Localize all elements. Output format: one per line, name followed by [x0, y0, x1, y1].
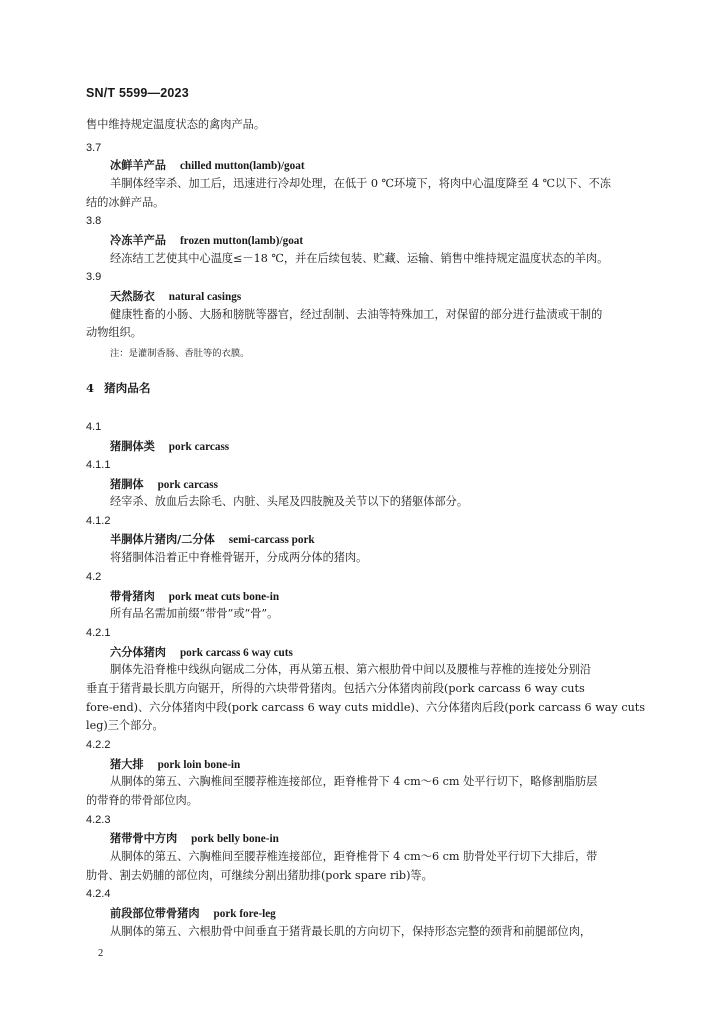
term-heading	[110, 830, 646, 847]
term-heading	[110, 476, 646, 493]
paragraph-line: 垂直于猪背最长肌方向锯开，所得的六块带骨猪肉。包括六分体猪肉前段(pork carcass 6 way cuts	[86, 682, 585, 695]
paragraph-line: 羊胴体经宰杀、加工后，迅速进行冷却处理，在低于 0 ℃环境下，将肉中心温度降至 4 ℃以下、不冻	[110, 177, 611, 190]
clause-number: 3.9	[86, 271, 102, 283]
clause-number: 3.7	[86, 142, 102, 154]
term-en: pork loin bone-in	[157, 759, 241, 771]
term-cn: 六分体猪肉	[110, 645, 166, 659]
clause-number: 4.2.4	[86, 888, 111, 900]
paragraph-line: 健康牲畜的小肠、大肠和膀胱等器官，经过刮制、去油等特殊加工，对保留的部分进行盐渍或干制的	[110, 308, 603, 321]
note-line: 注：是灌制香肠、香肚等的衣膜。	[110, 348, 250, 359]
term-heading	[110, 232, 646, 249]
paragraph-line: 从胴体的第五、六根肋骨中间垂直于猪背最长肌的方向切下，保持形态完整的颈背和前腿部位肉，	[110, 925, 592, 938]
paragraph-line: 将猪胴体沿着正中脊椎骨锯开，分成两分体的猪肉。	[110, 551, 368, 564]
term-heading	[110, 157, 646, 174]
paragraph-line: 肋骨、割去奶脯的部位肉，可继续分割出猪肋排(pork spare rib)等。	[86, 869, 433, 882]
term-en: pork carcass 6 way cuts	[179, 647, 293, 659]
term-heading	[110, 438, 646, 455]
paragraph-line: 动物组织。	[86, 326, 142, 339]
term-en: semi-carcass pork	[228, 534, 315, 546]
paragraph-line: fore-end)、六分体猪肉中段(pork carcass 6 way cuts middle)、六分体猪肉后段(pork carcass 6 way cuts	[86, 701, 646, 714]
term-en: pork carcass	[168, 441, 230, 453]
term-en: pork carcass	[157, 479, 218, 491]
paragraph-line: 所有品名需加前缀“带骨”或“骨”。	[110, 607, 279, 620]
clause-number: 4.2	[86, 571, 102, 583]
term-cn: 冰鲜羊产品	[110, 158, 166, 172]
paragraph-line: 从胴体的第五、六胸椎间至腰荐椎连接部位，距脊椎骨下 4 cm～6 cm 肋骨处平行切下大排后，带	[110, 850, 598, 863]
term-cn: 猪胴体类	[110, 439, 155, 453]
term-en: pork fore-leg	[213, 908, 276, 920]
term-cn: 冷冻羊产品	[110, 233, 166, 247]
term-cn: 带骨猪肉	[110, 589, 155, 603]
paragraph-line: 经冻结工艺使其中心温度≤－18 ℃，并在后续包装、贮藏、运输、销售中维持规定温度状态的羊肉。	[110, 252, 609, 265]
clause-number: 4.1	[86, 421, 102, 433]
term-en: natural casings	[168, 291, 242, 303]
term-cn: 猪大排	[110, 757, 144, 771]
clause-number: 4.2.2	[86, 739, 111, 751]
document-id-header: SN/T 5599—2023	[86, 86, 189, 100]
term-heading	[110, 905, 646, 922]
section-heading	[86, 380, 646, 396]
term-heading	[110, 531, 646, 548]
term-en: frozen mutton(lamb)/goat	[179, 235, 304, 247]
paragraph-line: 的带脊的带骨部位肉。	[86, 794, 198, 807]
clause-number: 4.1.2	[86, 515, 111, 527]
term-en: chilled mutton(lamb)/goat	[179, 160, 305, 172]
paragraph-line: 胴体先沿脊椎中线纵向锯成二分体，再从第五根、第六根肋骨中间以及腰椎与荐椎的连接处分别沿	[110, 663, 592, 676]
term-cn: 半胴体片猪肉/二分体	[110, 532, 215, 546]
term-heading	[110, 756, 646, 773]
clause-number: 4.2.3	[86, 814, 111, 826]
term-heading	[110, 288, 646, 305]
term-cn: 猪胴体	[110, 477, 144, 491]
paragraph-line: leg)三个部分。	[86, 719, 164, 732]
term-en: pork belly bone-in	[191, 833, 279, 845]
term-heading	[110, 644, 646, 661]
paragraph-line: 结的冰鲜产品。	[86, 196, 165, 209]
clause-number: 4.2.1	[86, 627, 111, 639]
paragraph-line: 从胴体的第五、六胸椎间至腰荐椎连接部位，距脊椎骨下 4 cm～6 cm 处平行切下，略修割脂肪层	[110, 775, 598, 788]
page-number: 2	[98, 948, 104, 959]
paragraph-line: 经宰杀、放血后去除毛、内脏、头尾及四肢腕及关节以下的猪躯体部分。	[110, 495, 469, 508]
term-cn: 前段部位带骨猪肉	[110, 906, 200, 920]
term-cn: 猪带骨中方肉	[110, 831, 178, 845]
section-title: 猪肉品名	[104, 381, 151, 395]
clause-number: 4.1.1	[86, 459, 111, 471]
term-cn: 天然肠衣	[110, 289, 155, 303]
clause-number: 3.8	[86, 215, 102, 227]
term-en: pork meat cuts bone-in	[168, 591, 280, 603]
paragraph-line: 售中维持规定温度状态的禽肉产品。	[86, 118, 266, 131]
term-heading	[110, 588, 646, 605]
section-number: 4	[86, 381, 95, 395]
